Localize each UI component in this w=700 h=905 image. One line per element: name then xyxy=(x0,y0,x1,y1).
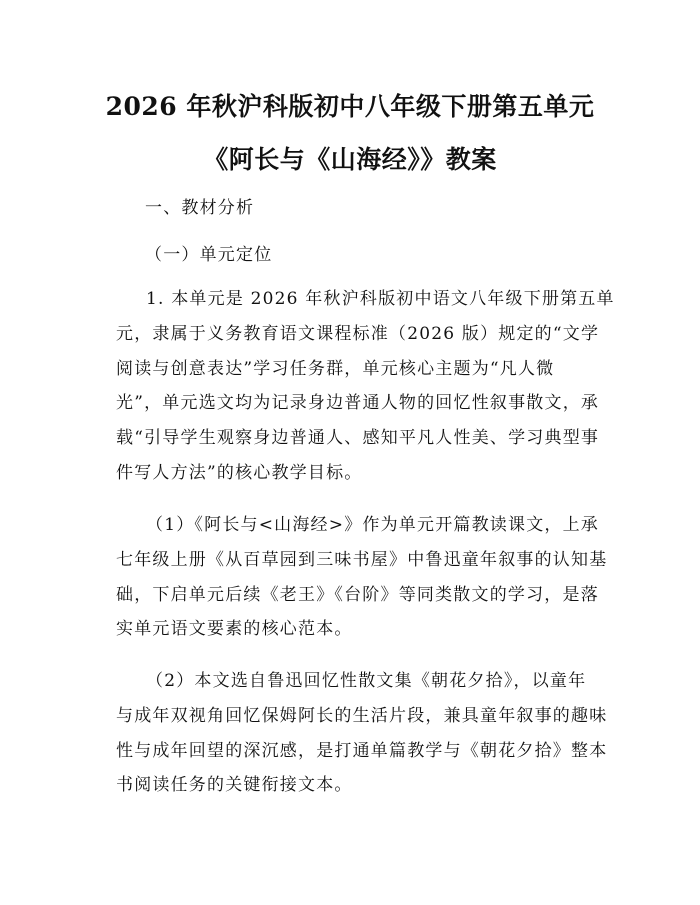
paragraph-line: 与成年双视角回忆保姆阿长的生活片段，兼具童年叙事的趣味 xyxy=(116,705,608,726)
paragraph-line: 七年级上册《从百草园到三味书屋》中鲁迅童年叙事的认知基 xyxy=(116,549,608,570)
paragraph-line: 光”，单元选文均为记录身边普通人物的回忆性叙事散文，承 xyxy=(116,393,600,414)
paragraph-line: （2）本文选自鲁迅回忆性散文集《朝花夕拾》，以童年 xyxy=(146,671,587,691)
section-heading: 一、教材分析 xyxy=(145,198,255,218)
paragraph-line: 1. 本单元是 2026 年秋沪科版初中语文八年级下册第五单 xyxy=(146,289,615,309)
document-title-line-2: 《阿长与《山海经》》教案 xyxy=(203,145,497,174)
paragraph-line: 性与成年回望的深沉感，是打通单篇教学与《朝花夕拾》整本 xyxy=(116,740,608,761)
paragraph-line: 件写人方法”的核心教学目标。 xyxy=(116,462,363,483)
paragraph-line: 元，隶属于义务教育语文课程标准（2026 版）规定的“文学 xyxy=(116,323,600,344)
paragraph-line: 载“引导学生观察身边普通人、感知平凡人性美、学习典型事 xyxy=(116,428,600,449)
paragraph-point-2 xyxy=(116,664,606,803)
paragraph-unit-overview xyxy=(116,282,615,491)
paragraph-line: （1）《阿长与<山海经>》作为单元开篇教读课文，上承 xyxy=(146,515,600,535)
paragraph-line: 实单元语文要素的核心范本。 xyxy=(116,619,353,640)
document-title-line-1: 2026 年秋沪科版初中八年级下册第五单元 xyxy=(105,92,595,121)
paragraph-line: 阅读与创意表达”学习任务群，单元核心主题为“凡人微 xyxy=(116,358,555,379)
paragraph-line: 书阅读任务的关键衔接文本。 xyxy=(116,775,353,796)
subsection-heading: （一）单元定位 xyxy=(145,245,273,265)
paragraph-line: 础，下启单元后续《老王》《台阶》等同类散文的学习，是落 xyxy=(116,584,599,605)
paragraph-point-1 xyxy=(116,508,606,647)
